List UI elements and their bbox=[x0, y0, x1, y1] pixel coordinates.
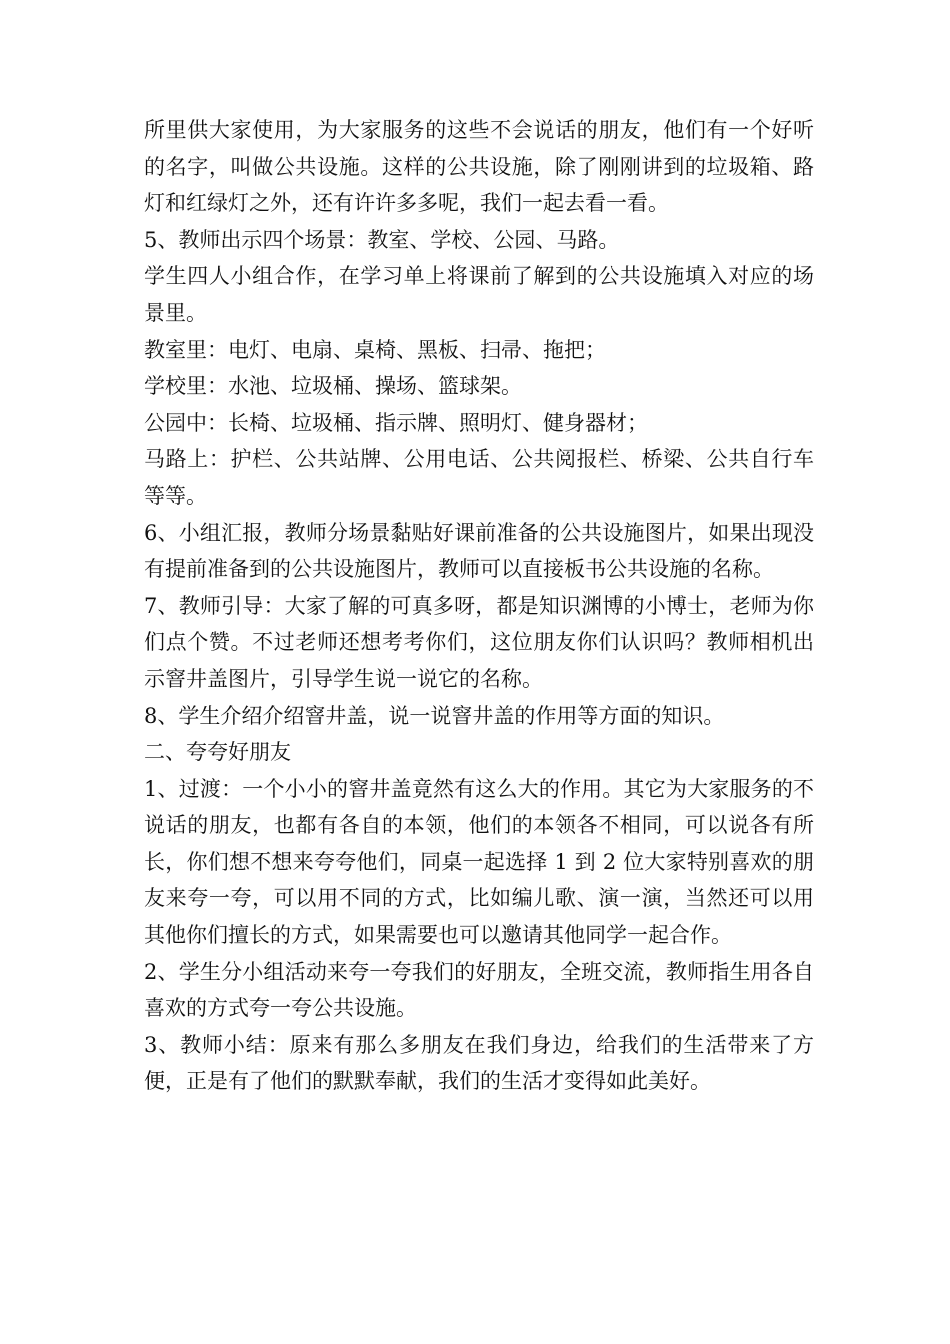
paragraph-school: 学校里：水池、垃圾桶、操场、篮球架。 bbox=[144, 374, 522, 399]
paragraph-activity: 2、学生分小组活动来夸一夸我们的好朋友，全班交流，教师指生用各自喜欢的方式夸一夸公共设施。 bbox=[144, 959, 814, 1021]
paragraph-step-7: 7、教师引导：大家了解的可真多呀，都是知识渊博的小博士，老师为你们点个赞。不过老师还想考考你们，这位朋友你们认识吗？教师相机出示窨井盖图片，引导学生说一说它的名称。 bbox=[144, 593, 814, 691]
paragraph-park: 公园中：长椅、垃圾桶、指示牌、照明灯、健身器材； bbox=[144, 410, 648, 435]
paragraph-road: 马路上：护栏、公共站牌、公用电话、公共阅报栏、桥梁、公共自行车等等。 bbox=[144, 447, 814, 508]
paragraph-step-6: 6、小组汇报，教师分场景黏贴好课前准备的公共设施图片，如果出现没有提前准备到的公共设施图片，教师可以直接板书公共设施的名称。 bbox=[144, 520, 814, 582]
paragraph-transition: 1、过渡：一个小小的窨井盖竟然有这么大的作用。其它为大家服务的不说话的朋友，也都有各自的本领，他们的本领各不相同，可以说各有所长，你们想不想来夸夸他们，同桌一起选择 1 到 2 位大家特别喜欢的朋友来夸一夸，可以用不同的方式，比如编儿歌、演一演，当然还可以用其他你们擅长的方式，如果需要也可以邀请其他同学一起合作。 bbox=[144, 776, 814, 948]
document-body bbox=[144, 112, 814, 1100]
paragraph-classroom: 教室里：电灯、电扇、桌椅、黑板、扫帚、拖把； bbox=[144, 337, 606, 362]
paragraph-step-8: 8、学生介绍介绍窨井盖，说一说窨井盖的作用等方面的知识。 bbox=[144, 703, 725, 728]
paragraph-intro: 所里供大家使用，为大家服务的这些不会说话的朋友，他们有一个好听的名字，叫做公共设施。这样的公共设施，除了刚刚讲到的垃圾箱、路灯和红绿灯之外，还有许许多多呢，我们一起去看一看。 bbox=[144, 118, 814, 216]
section-heading: 二、夸夸好朋友 bbox=[144, 740, 291, 765]
paragraph-summary: 3、教师小结：原来有那么多朋友在我们身边，给我们的生活带来了方便，正是有了他们的默默奉献，我们的生活才变得如此美好。 bbox=[144, 1032, 814, 1094]
paragraph-step-5: 5、教师出示四个场景：教室、学校、公园、马路。 bbox=[144, 227, 620, 252]
paragraph-group-work: 学生四人小组合作，在学习单上将课前了解到的公共设施填入对应的场景里。 bbox=[144, 264, 814, 325]
